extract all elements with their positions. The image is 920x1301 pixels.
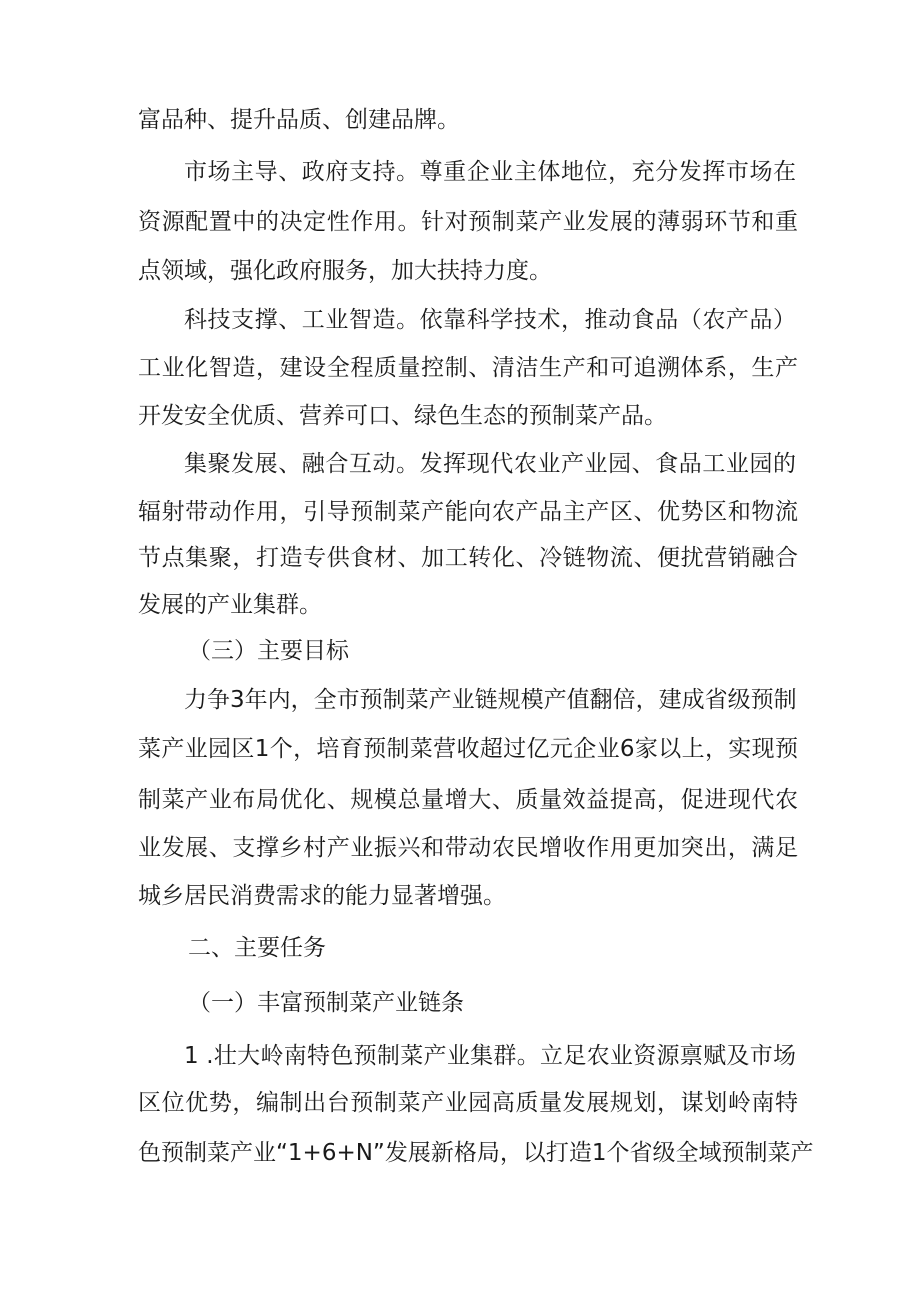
paragraph-line: 业发展、支撑乡村产业振兴和带动农民增收作用更加突出，满足 [138, 835, 798, 861]
paragraph-line: 发展的产业集群。 [138, 592, 322, 618]
paragraph-line: 节点集聚，打造专供食材、加工转化、冷链物流、便扰营销融合 [138, 545, 798, 571]
paragraph-line: 资源配置中的决定性作用。针对预制菜产业发展的薄弱环节和重 [138, 209, 798, 235]
section-heading: （一）丰富预制菜产业链条 [188, 990, 464, 1016]
paragraph-line: 市场主导、政府支持。尊重企业主体地位，充分发挥市场在 [184, 159, 796, 185]
section-heading: （三）主要目标 [188, 638, 349, 664]
paragraph-line: 集聚发展、融合互动。发挥现代农业产业园、食品工业园的 [184, 451, 796, 477]
paragraph-line: 1 .壮大岭南特色预制菜产业集群。立足农业资源禀赋及市场 [184, 1043, 796, 1069]
paragraph-line: 辐射带动作用，引导预制菜产能向农产品主产区、优势区和物流 [138, 499, 798, 525]
paragraph-line: 工业化智造，建设全程质量控制、清洁生产和可追溯体系，生产 [138, 355, 798, 381]
paragraph-line: 富品种、提升品质、创建品牌。 [138, 107, 460, 133]
paragraph-line: 菜产业园区1个，培育预制菜营收超过亿元企业6家以上，实现预 [138, 736, 798, 762]
paragraph-line: 科技支撑、工业智造。依靠科学技术，推动食品（农产品） [184, 307, 796, 333]
section-heading: 二、主要任务 [188, 935, 326, 961]
paragraph-line: 制菜产业布局优化、规模总量增大、质量效益提高，促进现代农 [138, 787, 798, 813]
paragraph-line: 开发安全优质、营养可口、绿色生态的预制菜产品。 [138, 403, 667, 429]
paragraph-line: 区位优势，编制出台预制菜产业园高质量发展规划，谋划岭南特 [138, 1090, 798, 1116]
paragraph-line: 色预制菜产业“1+6+N”发展新格局，以打造1个省级全域预制菜产 [138, 1140, 814, 1166]
paragraph-line: 城乡居民消费需求的能力显著增强。 [138, 883, 506, 909]
paragraph-line: 点领域，强化政府服务，加大扶持力度。 [138, 258, 552, 284]
paragraph-line: 力争3年内，全市预制菜产业链规模产值翻倍，建成省级预制 [184, 687, 797, 713]
